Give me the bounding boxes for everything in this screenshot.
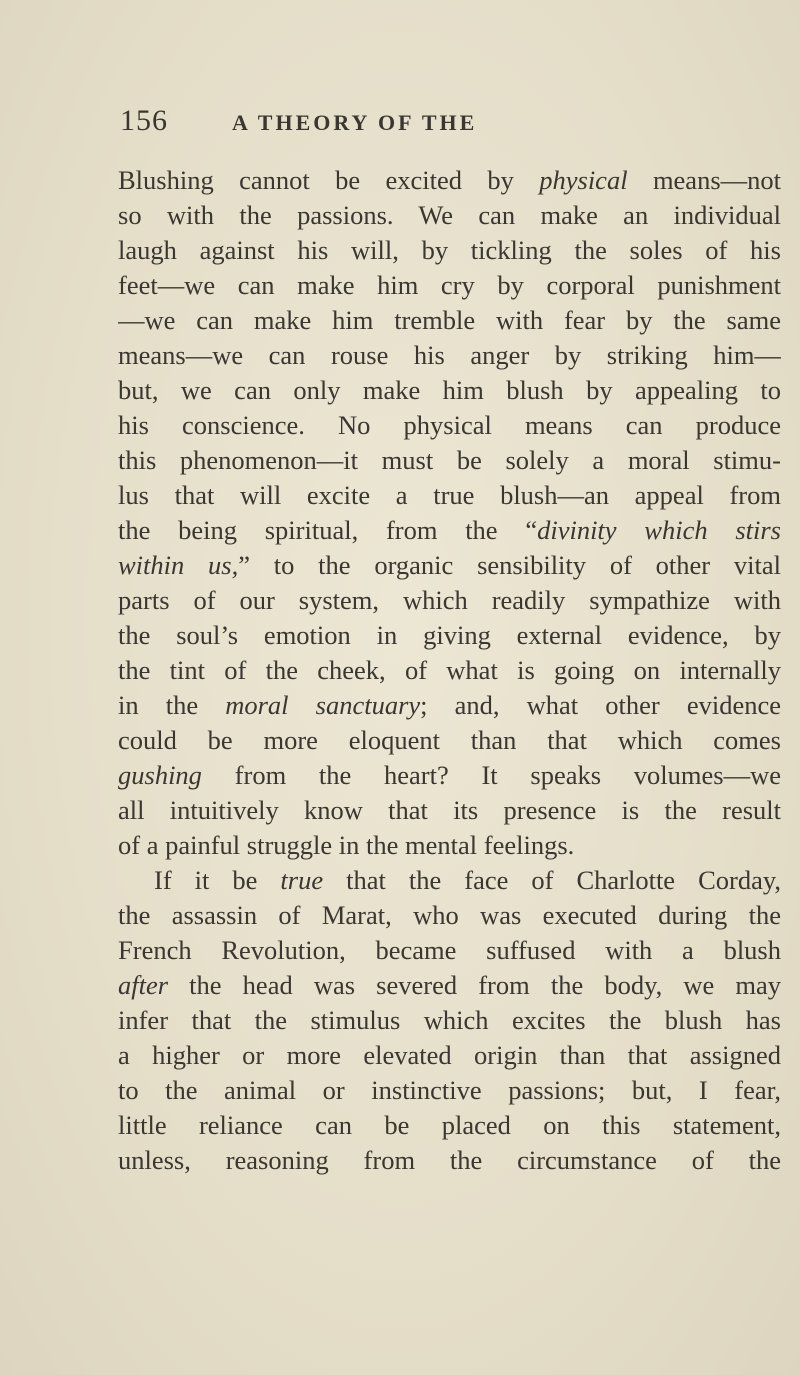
- text-line: lus that will excite a true blush—an appeal from: [118, 480, 781, 510]
- body-text: [118, 163, 781, 1178]
- text-line: could be more eloquent than that which comes: [118, 725, 781, 755]
- text-line: unless, reasoning from the circumstance of the: [118, 1145, 781, 1175]
- text-line: the assassin of Marat, who was executed during the: [118, 900, 781, 930]
- running-head: [120, 104, 780, 144]
- text-line: this phenomenon—it must be solely a moral stimu-: [118, 445, 781, 475]
- page-number: 156: [120, 104, 168, 137]
- text-line: Blushing cannot be excited by physical means—not: [118, 165, 781, 195]
- text-line: within us,” to the organic sensibility of other vital: [118, 550, 781, 580]
- text-line: in the moral sanctuary; and, what other evidence: [118, 690, 781, 720]
- text-line: —we can make him tremble with fear by the same: [118, 305, 781, 335]
- text-line: gushing from the heart? It speaks volumes—we: [118, 760, 781, 790]
- text-line: infer that the stimulus which excites the blush has: [118, 1005, 781, 1035]
- text-line: means—we can rouse his anger by striking him—: [118, 340, 781, 370]
- text-line: the being spiritual, from the “divinity which stirs: [118, 515, 781, 545]
- text-line: French Revolution, became suffused with a blush: [118, 935, 781, 965]
- text-line: laugh against his will, by tickling the soles of his: [118, 235, 781, 265]
- text-line: a higher or more elevated origin than that assigned: [118, 1040, 781, 1070]
- running-title: A THEORY OF THE: [232, 110, 478, 135]
- text-line: If it be true that the face of Charlotte Corday,: [154, 865, 781, 895]
- text-line: after the head was severed from the body, we may: [118, 970, 781, 1000]
- text-line: little reliance can be placed on this statement,: [118, 1110, 781, 1140]
- text-line: so with the passions. We can make an individual: [118, 200, 781, 230]
- text-line: parts of our system, which readily sympathize with: [118, 585, 781, 615]
- text-line: to the animal or instinctive passions; but, I fear,: [118, 1075, 781, 1105]
- text-line: all intuitively know that its presence is the result: [118, 795, 781, 825]
- text-line: his conscience. No physical means can produce: [118, 410, 781, 440]
- text-line: of a painful struggle in the mental feelings.: [118, 830, 575, 860]
- text-line: the tint of the cheek, of what is going on internally: [118, 655, 781, 685]
- text-line: the soul’s emotion in giving external evidence, by: [118, 620, 781, 650]
- text-line: but, we can only make him blush by appealing to: [118, 375, 781, 405]
- text-line: feet—we can make him cry by corporal punishment: [118, 270, 781, 300]
